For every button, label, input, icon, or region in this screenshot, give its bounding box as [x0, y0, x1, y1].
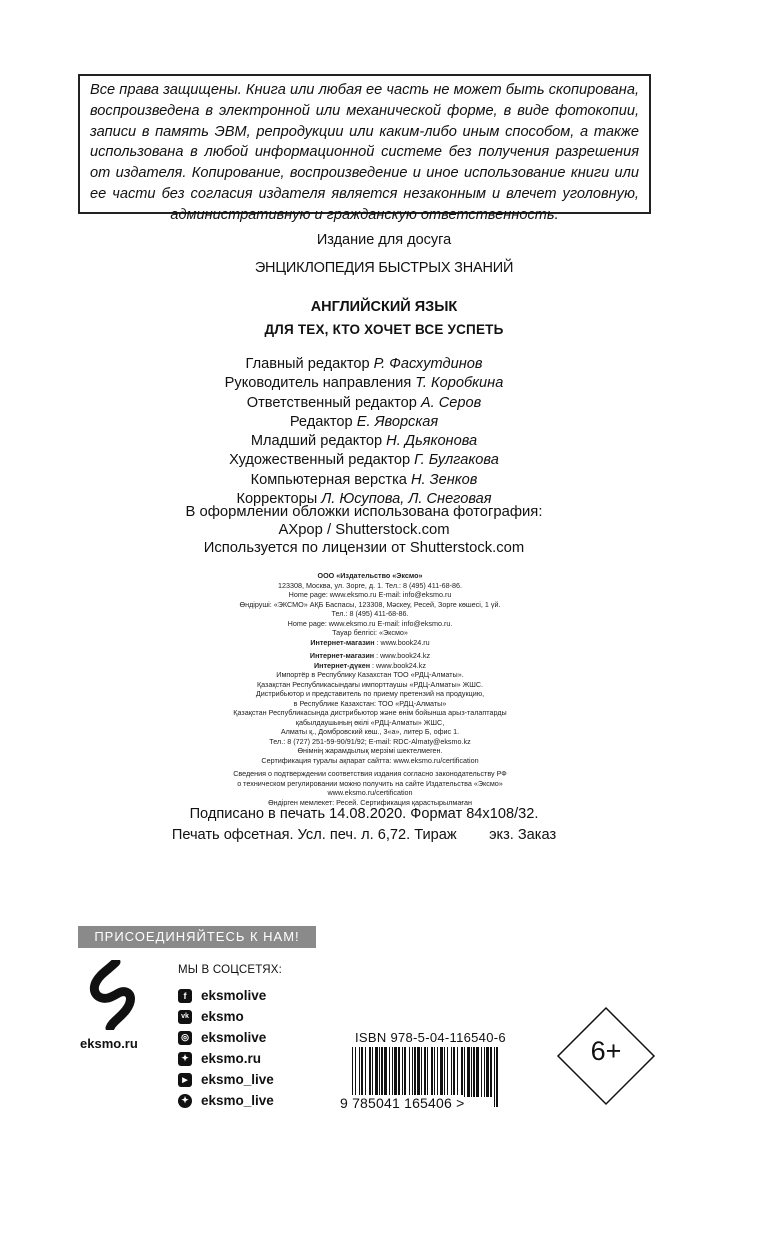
photo-credits	[0, 503, 728, 557]
imprint-line: www.eksmo.ru/certification	[327, 788, 413, 797]
print-info	[0, 804, 728, 846]
imprint-line: Тел.: 8 (727) 251-59-90/91/92; E-mail: RDC-Almaty@eksmo.kz	[269, 736, 471, 746]
credit-row	[0, 432, 728, 451]
social-item-instagram[interactable]	[178, 1027, 274, 1048]
credit-role: Компьютерная верстка	[250, 471, 411, 488]
copyright-notice-box	[78, 74, 651, 223]
shop-url: : www.book24.ru	[374, 637, 430, 647]
facebook-icon: f	[178, 989, 192, 1003]
credit-role: Главный редактор	[245, 356, 374, 372]
shop-label: Интернет-магазин	[309, 651, 375, 660]
vk-icon: vk	[178, 1010, 192, 1024]
shop-url: : www.book24.kz	[374, 651, 431, 660]
youtube-icon: ▶	[178, 1073, 192, 1087]
social-item-youtube[interactable]	[178, 1069, 274, 1090]
imprint-line: Home page: www.eksmo.ru E-mail: info@eksmo.ru	[288, 590, 452, 599]
imprint-publisher: ООО «Издательство «Эксмо»	[317, 571, 423, 580]
twitter-icon: ✦	[178, 1094, 192, 1108]
imprint-line: Алматы қ., Домбровский көш., 3«а», литер Б, офис 1.	[280, 727, 460, 736]
social-label: eksmo	[201, 1009, 244, 1024]
imprint-line: Home page: www.eksmo.ru E-mail: info@eksmo.ru.	[287, 618, 453, 628]
credit-row	[0, 355, 728, 374]
imprint-line: Өндірген мемлекет: Ресей. Сертификация қарастырылмаған	[268, 797, 472, 807]
credit-role: Ответственный редактор	[246, 394, 421, 411]
social-item-facebook[interactable]	[178, 985, 274, 1006]
social-item-ok[interactable]	[178, 1048, 274, 1069]
imprint-line: 123308, Москва, ул. Зорге, д. 1. Тел.: 8 (495) 411-68-86.	[277, 580, 463, 590]
credits-list	[0, 355, 728, 509]
credit-row	[0, 451, 728, 470]
imprint-line	[200, 661, 540, 671]
credit-name: Т. Коробкина	[415, 375, 504, 392]
social-label: eksmo_live	[201, 1072, 274, 1087]
imprint-line: қабылдаушының өкілі «РДЦ-Алматы» ЖШС,	[295, 717, 445, 727]
credit-name: Н. Зенков	[410, 471, 478, 488]
imprint-line: Сертификация туралы ақпарат сайтта: www.eksmo.ru/certification	[261, 755, 479, 765]
imprint-line: о техническом регулировании можно получить на сайте Издательства «Эксмо»	[237, 778, 503, 788]
eksmo-logo-icon	[86, 960, 138, 1030]
shop-url: : www.book24.kz	[370, 660, 426, 670]
credit-row	[0, 471, 728, 490]
credit-name: Р. Фасхутдинов	[373, 356, 483, 372]
instagram-icon: ◎	[178, 1031, 192, 1045]
social-item-twitter[interactable]	[178, 1090, 274, 1111]
imprint-line: Өндіруші: «ЭКСМО» АҚБ Баспасы, 123308, Мәскеу, Ресей, Зорге көшесі, 1 үй.	[239, 599, 501, 609]
imprint-line: Қазақстан Республикасында дистрибьютор және өнім бойынша арыз-талаптарды	[233, 708, 507, 717]
isbn-label: ISBN 978-5-04-116540-6	[355, 1030, 506, 1045]
print-info-line: Печать офсетная. Усл. печ. л. 6,72. Тираж экз. Заказ	[171, 827, 557, 843]
imprint-line: Импортёр в Республику Казахстан ТОО «РДЦ-Алматы».	[276, 670, 464, 679]
social-title: МЫ В СОЦСЕТЯХ:	[178, 964, 283, 976]
imprint-line: Қазақстан Республикасындағы импорттаушы «РДЦ-Алматы» ЖШС.	[256, 679, 484, 689]
imprint-line	[200, 638, 540, 648]
age-rating: 6+	[590, 1036, 622, 1066]
publisher-imprint	[200, 571, 540, 807]
imprint-line: Сведения о подтверждении соответствия издания согласно законодательству РФ	[233, 769, 507, 778]
photo-credit-line: Используется по лицензии от Shutterstock.com	[203, 540, 525, 556]
join-us-banner: ПРИСОЕДИНЯЙТЕСЬ К НАМ!	[78, 926, 316, 948]
book-subtitle: ДЛЯ ТЕХ, КТО ХОЧЕТ ВСЕ УСПЕТЬ	[264, 322, 504, 337]
social-list	[178, 985, 274, 1111]
logo-caption: eksmo.ru	[80, 1036, 138, 1051]
series-name: ЭНЦИКЛОПЕДИЯ БЫСТРЫХ ЗНАНИЙ	[254, 260, 514, 276]
imprint-line: Дистрибьютор и представитель по приему претензий на продукцию,	[255, 689, 485, 698]
social-item-vk[interactable]	[178, 1006, 274, 1027]
credit-name: Л. Юсупова, Л. Снеговая	[321, 491, 492, 508]
photo-credit-line: AXpop / Shutterstock.com	[278, 522, 450, 538]
credit-name: Г. Булгакова	[414, 452, 499, 469]
credit-role: Младший редактор	[250, 433, 387, 450]
imprint-line: в Республике Казахстан: ТОО «РДЦ-Алматы»	[293, 698, 447, 708]
ok-icon: ✦	[178, 1052, 192, 1066]
photo-credit-line: В оформлении обложки использована фотография:	[185, 504, 543, 520]
credit-row	[0, 394, 728, 413]
credit-name: Е. Яворская	[356, 413, 439, 430]
imprint-line	[200, 651, 540, 661]
credit-row	[0, 374, 728, 393]
social-label: eksmo_live	[201, 1093, 274, 1108]
barcode-digits: 9 785041 165406 >	[340, 1095, 465, 1111]
imprint-line: Өнімнің жарамдылық мерзімі шектелмеген.	[297, 746, 443, 755]
copyright-text: Все права защищены. Книга или любая ее часть не может быть скопирована, воспроизведена в электронной или механической форме, в виде фотокопии, записи в память ЭВМ, репродукции или каким-либо иным способом, а также использована в любой информационной системе без получения разрешения от издателя. Копирование, воспроизведение и иное использование книги или ее части без согласия издателя является незаконным и влечет уголовную, административную и гражданскую ответственность.	[90, 82, 639, 223]
imprint-line: Тауар белгісі: «Эксмо»	[332, 628, 408, 637]
series-label: Издание для досуга	[316, 232, 452, 248]
shop-label: Интернет-магазин	[310, 637, 375, 647]
shop-label: Интернет-дүкен	[313, 660, 371, 670]
credit-role: Художественный редактор	[229, 452, 415, 469]
social-label: eksmolive	[201, 988, 267, 1003]
credit-name: А. Серов	[420, 394, 482, 411]
imprint-line: Тел.: 8 (495) 411-68-86.	[331, 609, 409, 618]
credit-name: Н. Дьяконова	[386, 433, 478, 450]
social-label: eksmo.ru	[201, 1051, 262, 1066]
social-label: eksmolive	[201, 1030, 267, 1045]
credit-role: Руководитель направления	[224, 375, 416, 392]
print-info-line: Подписано в печать 14.08.2020. Формат 84x108/32.	[189, 806, 539, 822]
credit-role: Редактор	[289, 413, 357, 430]
credit-role: Корректоры	[236, 491, 322, 508]
book-title: АНГЛИЙСКИЙ ЯЗЫК	[310, 299, 458, 315]
credit-row	[0, 413, 728, 432]
